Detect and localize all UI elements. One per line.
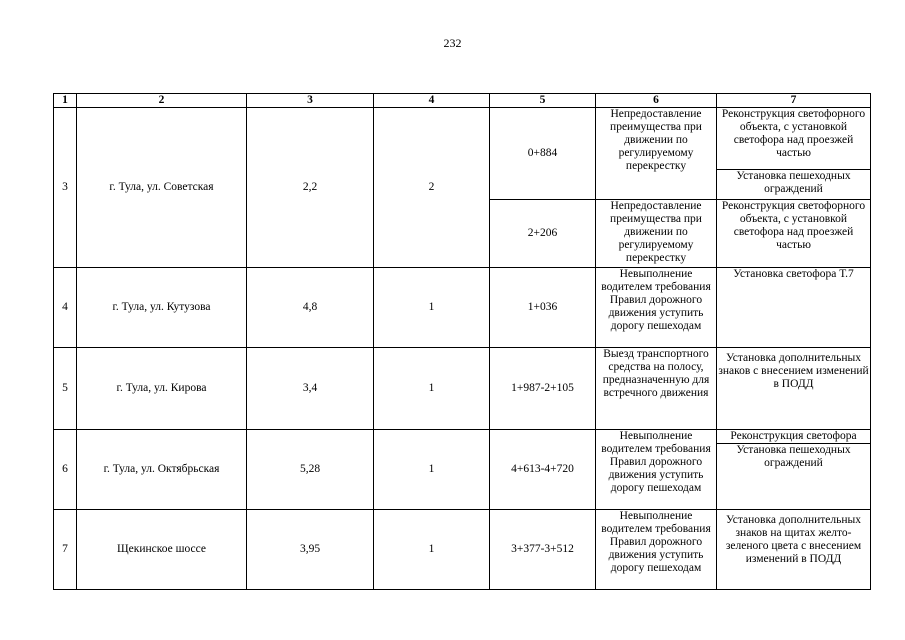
location-cell: г. Тула, ул. Советская <box>77 108 247 268</box>
issue-cell: Непредоставление преимущества при движении по регулируемому перекрестку <box>596 108 717 200</box>
measures-cell <box>717 200 871 268</box>
table-row <box>54 108 871 200</box>
count-cell: 1 <box>374 430 490 510</box>
count-cell: 2 <box>374 108 490 268</box>
km-cell: 0+884 <box>490 108 596 200</box>
column-header: 2 <box>77 94 247 108</box>
km-cell: 4+613-4+720 <box>490 430 596 510</box>
data-table <box>53 93 871 590</box>
count-cell: 1 <box>374 510 490 590</box>
table-row <box>54 510 871 590</box>
km-cell: 1+036 <box>490 268 596 348</box>
measure-item: Реконструкция светофорного объекта, с установкой светофора над проезжей частью <box>721 108 866 159</box>
row-number: 3 <box>54 108 77 268</box>
location-cell: г. Тула, ул. Кутузова <box>77 268 247 348</box>
column-header: 5 <box>490 94 596 108</box>
measure-item: Реконструкция светофорного объекта, с установкой светофора над проезжей частью <box>721 200 866 251</box>
row-number: 6 <box>54 430 77 510</box>
km-cell: 2+206 <box>490 200 596 268</box>
column-header: 1 <box>54 94 77 108</box>
measure-item: Установка светофора Т.7 <box>733 268 854 280</box>
row-number: 5 <box>54 348 77 430</box>
measure-item: Установка пешеходных ограждений <box>717 443 870 470</box>
table-row <box>54 430 871 510</box>
km-cell: 1+987-2+105 <box>490 348 596 430</box>
measures-cell <box>717 430 871 510</box>
measure-item: Установка пешеходных ограждений <box>717 169 870 196</box>
issue-cell: Невыполнение водителем требования Правил дорожного движения уступить дорогу пешеходам <box>596 430 717 510</box>
location-cell: Щекинское шоссе <box>77 510 247 590</box>
table-row <box>54 268 871 348</box>
count-cell: 1 <box>374 348 490 430</box>
length-cell: 5,28 <box>247 430 374 510</box>
measures-cell <box>717 268 871 348</box>
measures-cell <box>717 510 871 590</box>
column-header: 4 <box>374 94 490 108</box>
measures-cell <box>717 348 871 430</box>
count-cell: 1 <box>374 268 490 348</box>
page-number: 232 <box>443 36 462 50</box>
issue-cell: Непредоставление преимущества при движении по регулируемому перекрестку <box>596 200 717 268</box>
location-cell: г. Тула, ул. Кирова <box>77 348 247 430</box>
issue-cell: Невыполнение водителем требования Правил дорожного движения уступить дорогу пешеходам <box>596 268 717 348</box>
column-header: 6 <box>596 94 717 108</box>
length-cell: 2,2 <box>247 108 374 268</box>
measures-cell <box>717 108 871 200</box>
row-number: 7 <box>54 510 77 590</box>
length-cell: 4,8 <box>247 268 374 348</box>
length-cell: 3,4 <box>247 348 374 430</box>
measure-item: Реконструкция светофора <box>730 430 857 442</box>
measure-item: Установка дополнительных знаков на щитах желто-зеленого цвета с внесением изменений в ПОДД <box>725 514 862 565</box>
measure-item: Установка дополнительных знаков с внесением изменений в ПОДД <box>718 352 869 390</box>
length-cell: 3,95 <box>247 510 374 590</box>
column-header: 7 <box>717 94 871 108</box>
column-header: 3 <box>247 94 374 108</box>
header-row <box>54 94 871 108</box>
row-number: 4 <box>54 268 77 348</box>
issue-cell: Невыполнение водителем требования Правил дорожного движения уступить дорогу пешеходам <box>596 510 717 590</box>
location-cell: г. Тула, ул. Октябрьская <box>77 430 247 510</box>
table-row <box>54 348 871 430</box>
km-cell: 3+377-3+512 <box>490 510 596 590</box>
issue-cell: Выезд транспортного средства на полосу, предназначенную для встречного движения <box>596 348 717 430</box>
